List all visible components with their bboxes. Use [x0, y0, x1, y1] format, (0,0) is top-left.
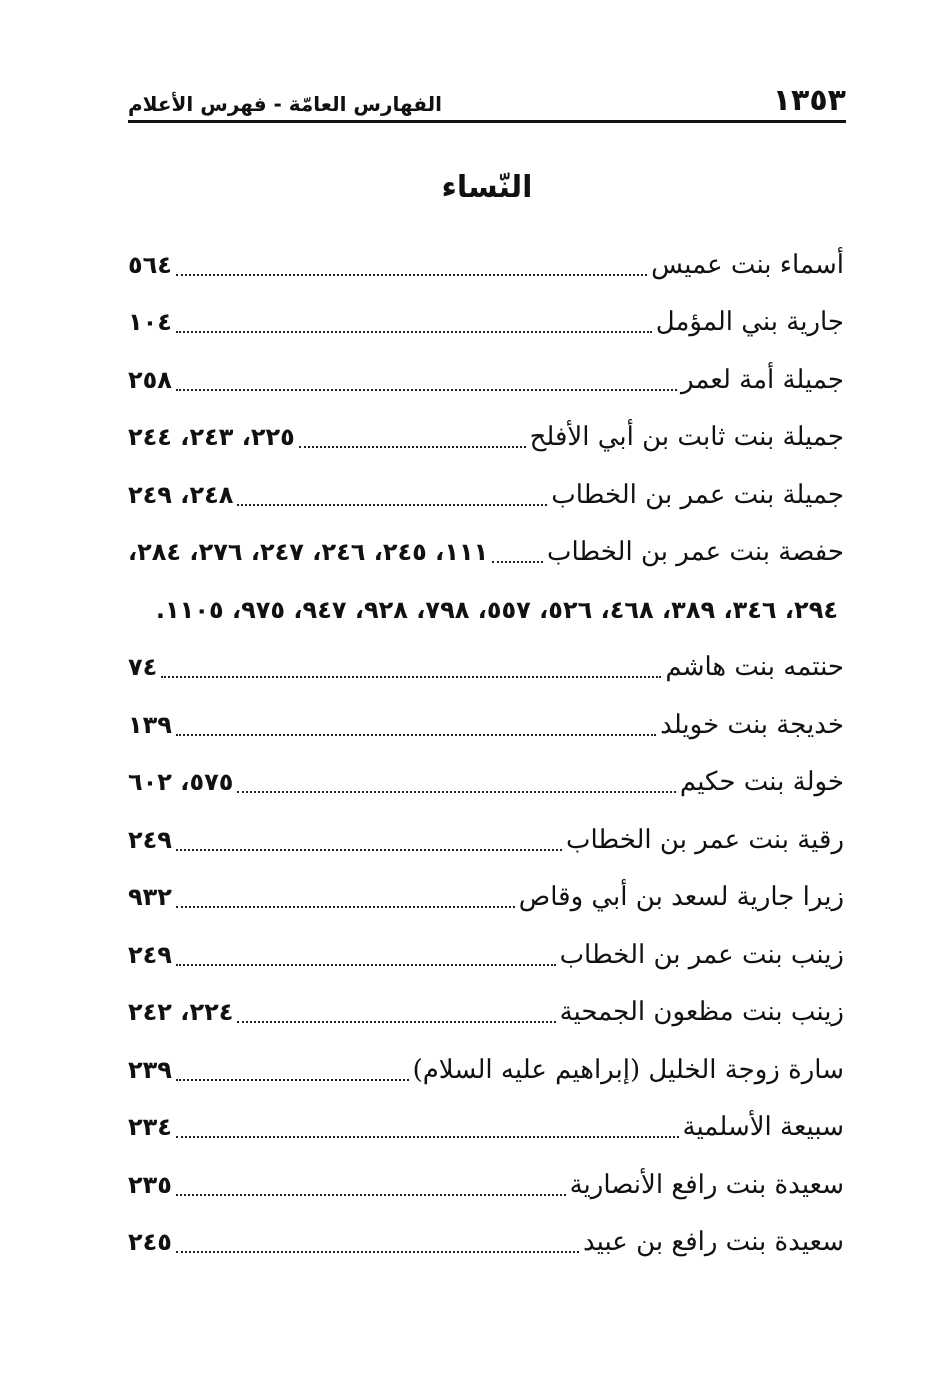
- entry-pages: ٢٢٥، ٢٤٣، ٢٤٤: [128, 423, 295, 452]
- dot-leader: [176, 1194, 566, 1196]
- index-entry: [128, 754, 844, 812]
- entry-pages: ٢٤٨، ٢٤٩: [128, 480, 234, 509]
- entry-name: زينب بنت مظعون الجمحية: [559, 997, 844, 1028]
- continuation-pages: ٢٩٤، ٣٤٦، ٣٨٩، ٤٦٨، ٥٢٦، ٥٥٧، ٧٩٨، ٩٢٨، ٩٤٧، ٩٧٥، ١١٠٥.: [155, 595, 838, 624]
- running-header: [128, 78, 846, 118]
- dot-leader: [176, 849, 562, 851]
- entry-pages: ٥٧٥، ٦٠٢: [128, 768, 234, 797]
- entry-pages: ٢٣٩: [128, 1055, 172, 1084]
- entry-name: جميلة بنت عمر بن الخطاب: [551, 479, 844, 510]
- dot-leader: [492, 561, 543, 563]
- entry-name: خولة بنت حكيم: [679, 767, 844, 798]
- entry-name: رقية بنت عمر بن الخطاب: [565, 824, 844, 855]
- entry-name: جميلة بنت ثابت بن أبي الأفلح: [529, 422, 844, 453]
- index-entry: [128, 466, 844, 524]
- entry-pages: ٢٤٩: [128, 825, 172, 854]
- index-entry: [128, 811, 844, 869]
- index-entries: [128, 236, 844, 1271]
- entry-name: حنتمه بنت هاشم: [665, 652, 844, 683]
- dot-leader: [161, 676, 661, 678]
- index-entry: [128, 1041, 844, 1099]
- entry-name: سعيدة بنت رافع بن عبيد: [582, 1227, 844, 1258]
- entry-name: جارية بني المؤمل: [655, 307, 844, 338]
- entry-pages: ٢٤٥: [128, 1228, 172, 1257]
- entry-pages: ٧٤: [128, 653, 158, 682]
- dot-leader: [176, 389, 677, 391]
- entry-pages: ٢٥٨: [128, 365, 172, 394]
- index-entry: [128, 639, 844, 697]
- header-rule: [128, 120, 846, 123]
- index-entry: [128, 1099, 844, 1157]
- entry-pages: ١٣٩: [128, 710, 172, 739]
- dot-leader: [237, 791, 676, 793]
- index-entry: [128, 1214, 844, 1272]
- entry-pages: ٢٣٤: [128, 1113, 172, 1142]
- dot-leader: [237, 504, 547, 506]
- index-entry: [128, 1156, 844, 1214]
- index-entry: [128, 926, 844, 984]
- index-entry: [128, 524, 844, 582]
- index-entry: [128, 236, 844, 294]
- index-entry: [128, 409, 844, 467]
- index-entry: [128, 696, 844, 754]
- entry-pages: ١١١، ٢٤٥، ٢٤٦، ٢٤٧، ٢٧٦، ٢٨٤،: [128, 538, 489, 567]
- entry-name: زينب بنت عمر بن الخطاب: [559, 939, 844, 970]
- index-entry: [128, 984, 844, 1042]
- index-entry: [128, 869, 844, 927]
- entry-name: خديجة بنت خويلد: [660, 709, 844, 740]
- entry-pages: ٢٢٤، ٢٤٢: [128, 998, 234, 1027]
- entry-name: جميلة أمة لعمر: [681, 364, 844, 395]
- dot-leader: [176, 274, 647, 276]
- dot-leader: [176, 964, 556, 966]
- entry-pages: ٢٣٥: [128, 1170, 172, 1199]
- dot-leader: [176, 1251, 579, 1253]
- dot-leader: [299, 446, 526, 448]
- entry-continuation: [128, 581, 844, 639]
- dot-leader: [176, 1079, 409, 1081]
- dot-leader: [237, 1021, 555, 1023]
- entry-name: سبيعة الأسلمية: [682, 1112, 844, 1143]
- index-entry: [128, 294, 844, 352]
- dot-leader: [176, 906, 515, 908]
- entry-name: سارة زوجة الخليل (إبراهيم عليه السلام): [412, 1054, 844, 1085]
- index-entry: [128, 351, 844, 409]
- page-number: ١٣٥٣: [772, 83, 846, 118]
- dot-leader: [176, 331, 652, 333]
- entry-name: أسماء بنت عميس: [651, 249, 844, 280]
- entry-pages: ١٠٤: [128, 308, 172, 337]
- entry-pages: ٩٣٢: [128, 883, 172, 912]
- entry-name: زيرا جارية لسعد بن أبي وقاص: [518, 882, 844, 913]
- running-title: الفهارس العامّة - فهرس الأعلام: [128, 92, 443, 116]
- section-title: النّساء: [441, 170, 533, 205]
- dot-leader: [176, 734, 656, 736]
- entry-name: حفصة بنت عمر بن الخطاب: [547, 537, 844, 568]
- entry-pages: ٥٦٤: [128, 250, 172, 279]
- entry-pages: ٢٤٩: [128, 940, 172, 969]
- dot-leader: [176, 1136, 679, 1138]
- entry-name: سعيدة بنت رافع الأنصارية: [569, 1169, 844, 1200]
